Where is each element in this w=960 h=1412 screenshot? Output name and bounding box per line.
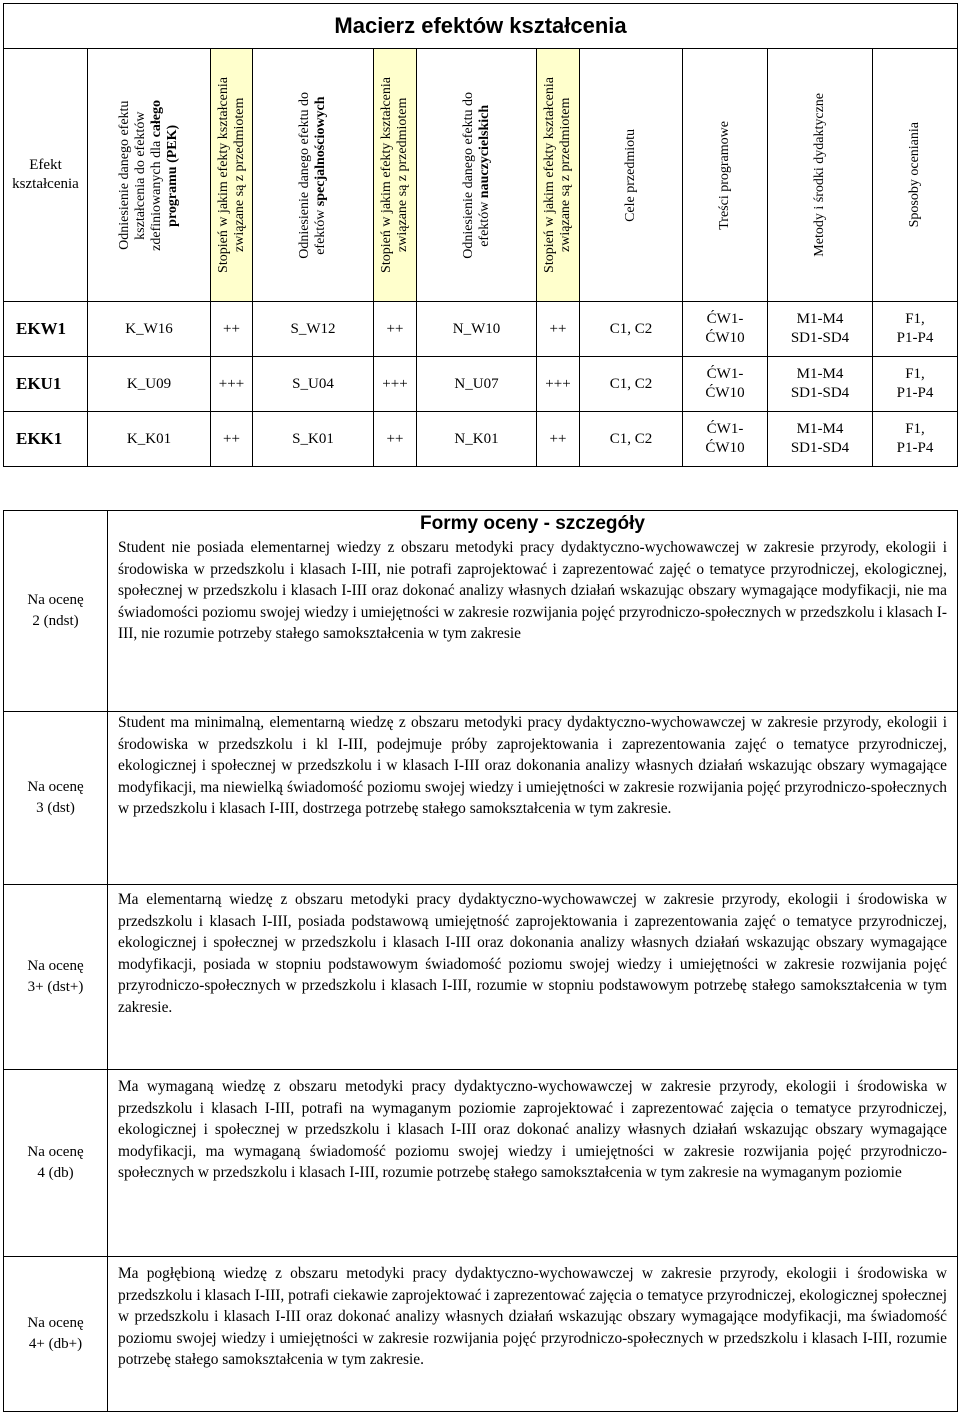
header-metody bbox=[768, 49, 873, 302]
row-metody-a: M1-M4 bbox=[796, 311, 844, 327]
row-tresci bbox=[683, 412, 768, 467]
row-tresci-a: ĆW1- bbox=[706, 311, 744, 327]
header-metody-text: Metody i środki dydaktyczne bbox=[812, 93, 827, 257]
header-stopien-2-line2: związane są z przedmiotem bbox=[395, 97, 410, 253]
header-spec-bold: specjalnościowych bbox=[313, 95, 328, 206]
header-naucz-bold: nauczycielskich bbox=[476, 104, 492, 198]
header-stopien-2-line1: Stopień w jakim efekty kształcenia bbox=[379, 77, 394, 273]
row-pek: K_U09 bbox=[88, 357, 211, 412]
row-st1: +++ bbox=[211, 357, 253, 412]
row-metody bbox=[768, 302, 873, 357]
header-spec bbox=[253, 49, 374, 302]
header-cele-text: Cele przedmiotu bbox=[623, 128, 638, 222]
grade-label-a: Na ocenę bbox=[27, 779, 84, 795]
grades-title: Formy oceny - szczegóły bbox=[108, 511, 958, 538]
row-sposoby-b: P1-P4 bbox=[896, 330, 934, 346]
row-st3: +++ bbox=[537, 357, 580, 412]
row-cele: C1, C2 bbox=[580, 412, 683, 467]
grades-table bbox=[3, 510, 958, 1412]
header-stopien-3-line2: związane są z przedmiotem bbox=[558, 97, 573, 253]
row-spec: S_U04 bbox=[253, 357, 374, 412]
row-spec: S_W12 bbox=[253, 302, 374, 357]
grade-label-b: 4 (db) bbox=[37, 1165, 74, 1181]
row-sposoby bbox=[873, 412, 958, 467]
row-sposoby bbox=[873, 302, 958, 357]
row-metody bbox=[768, 357, 873, 412]
header-efekt: Efekt kształcenia bbox=[4, 49, 88, 302]
grade-description: Ma wymaganą wiedzę z obszaru metodyki pracy dydaktyczno-wychowawczej w zakresie przyrody, ekologii i środowiska w przedszkolu i klasach I-III, potrafi na wymaganym poziomie zaprojektować i zaprezentować zajęcia o tematyce przyrodniczej, ekologicznej i społecznej w przedszkolu i klasach I-III oraz dokonać analizy własnych działań wskazując obszary wymagające modyfikacji, ma wymaganą świadomość poziomu swojej wiedzy i umiejętności w zakresie rozwijania pojęć przyrodniczo-społecznych w przedszkolu i klasach I-III, rozumie potrzebę stałego samokształcenia w tym zakresie na wymaganym poziomie bbox=[108, 1070, 958, 1257]
row-metody-b: SD1-SD4 bbox=[790, 440, 850, 456]
header-stopien-1 bbox=[211, 49, 253, 302]
grade-label-a: Na ocenę bbox=[27, 958, 84, 974]
row-code: EKW1 bbox=[4, 302, 88, 357]
row-naucz: N_K01 bbox=[417, 412, 537, 467]
header-stopien-1-line2: związane są z przedmiotem bbox=[231, 97, 247, 253]
header-pek-bold2: programu (PEK) bbox=[165, 124, 180, 227]
header-pek bbox=[88, 49, 211, 302]
header-sposoby-text: Sposoby oceniania bbox=[907, 122, 923, 228]
header-spec-line1: Odniesienie danego efektu do bbox=[297, 91, 312, 259]
row-pek: K_W16 bbox=[88, 302, 211, 357]
matrix-row bbox=[4, 302, 958, 357]
matrix-row bbox=[4, 412, 958, 467]
row-sposoby-a: F1, bbox=[905, 421, 925, 437]
grade-label-b: 2 (ndst) bbox=[32, 613, 79, 629]
matrix-header-row bbox=[4, 49, 958, 302]
header-pek-line3: zdefiniowanych dla bbox=[149, 140, 164, 251]
row-code: EKK1 bbox=[4, 412, 88, 467]
grade-label bbox=[4, 712, 108, 885]
row-cele: C1, C2 bbox=[580, 302, 683, 357]
row-pek: K_K01 bbox=[88, 412, 211, 467]
row-naucz: N_W10 bbox=[417, 302, 537, 357]
row-tresci-a: ĆW1- bbox=[706, 366, 744, 382]
header-pek-bold1: całego bbox=[149, 99, 164, 137]
row-metody-b: SD1-SD4 bbox=[790, 385, 850, 401]
row-tresci bbox=[683, 302, 768, 357]
matrix-title: Macierz efektów kształcenia bbox=[4, 4, 958, 49]
header-spec-line2: efektów bbox=[313, 209, 328, 255]
header-naucz-line1: Odniesienie danego efektu do bbox=[460, 91, 476, 259]
row-sposoby-a: F1, bbox=[905, 311, 925, 327]
row-tresci-b: ĆW10 bbox=[705, 440, 745, 456]
header-tresci-text: Treści programowe bbox=[717, 120, 732, 230]
grade-label-b: 3+ (dst+) bbox=[27, 979, 84, 995]
grade-description: Ma pogłębioną wiedzę z obszaru metodyki pracy dydaktyczno-wychowawczej w zakresie przyrody, ekologii i środowiska w przedszkolu i klasach I-III, potrafi ciekawie zaprojektować i zaprezentować zajęcia o tematyce przyrodniczej, ekologicznej społecznej w przedszkolu i klasach I-III oraz dokonać analizy własnych działań wskazując obszary wymagające modyfikacji, ma świadomość poziomu swojej wiedzy i umiejętności w zakresie rozwijania pojęć przyrodniczo-społecznych w przedszkolu i klasach I-III, rozumie potrzebę stałego samokształcenia w tym zakresie. bbox=[108, 1257, 958, 1412]
grade-label bbox=[4, 885, 108, 1070]
row-metody-a: M1-M4 bbox=[796, 366, 844, 382]
grade-label-a: Na ocenę bbox=[27, 1315, 84, 1331]
header-naucz-line2: efektów bbox=[476, 200, 492, 246]
row-st3: ++ bbox=[537, 412, 580, 467]
header-stopien-3 bbox=[537, 49, 580, 302]
row-metody bbox=[768, 412, 873, 467]
row-metody-a: M1-M4 bbox=[796, 421, 844, 437]
matrix-row bbox=[4, 357, 958, 412]
row-st3: ++ bbox=[537, 302, 580, 357]
header-naucz bbox=[417, 49, 537, 302]
row-sposoby bbox=[873, 357, 958, 412]
row-spec: S_K01 bbox=[253, 412, 374, 467]
grade-label bbox=[4, 511, 108, 712]
grade-label bbox=[4, 1070, 108, 1257]
row-tresci-b: ĆW10 bbox=[705, 385, 745, 401]
grade-label-b: 4+ (db+) bbox=[28, 1336, 83, 1352]
row-st2: ++ bbox=[374, 412, 417, 467]
row-naucz: N_U07 bbox=[417, 357, 537, 412]
row-sposoby-b: P1-P4 bbox=[896, 385, 934, 401]
header-tresci bbox=[683, 49, 768, 302]
effects-matrix bbox=[3, 3, 958, 467]
row-tresci-a: ĆW1- bbox=[706, 421, 744, 437]
header-pek-line1: Odniesienie danego efektu bbox=[117, 100, 132, 250]
header-pek-line2: kształcenia do efektów bbox=[133, 110, 148, 240]
row-code: EKU1 bbox=[4, 357, 88, 412]
row-sposoby-a: F1, bbox=[905, 366, 925, 382]
header-stopien-2 bbox=[374, 49, 417, 302]
row-tresci-b: ĆW10 bbox=[705, 330, 745, 346]
grade-description: Student nie posiada elementarnej wiedzy z obszaru metodyki pracy dydaktyczno-wychowawczej w zakresie przyrody, ekologii i środowiska w przedszkolu i klasach I-III, nie potrafi zaprojektować i zaprezentować zajęć o tematyce przyrodniczej, ekologicznej, społecznej w przedszkolu i klasach I-III oraz dokonać analizy własnych działań wskazując obszary wymagające modyfikacji, nie ma świadomości poziomu swojej wiedzy i umiejętności w zakresie rozwijania pojęć przyrodniczo-społecznych w przedszkolu i klasach I-III, nie rozumie potrzeby stałego samokształcenia w tym zakresie bbox=[108, 537, 958, 712]
row-st1: ++ bbox=[211, 412, 253, 467]
row-cele: C1, C2 bbox=[580, 357, 683, 412]
grade-label-b: 3 (dst) bbox=[36, 800, 75, 816]
header-stopien-1-line1: Stopień w jakim efekty kształcenia bbox=[215, 77, 231, 273]
row-st2: +++ bbox=[374, 357, 417, 412]
header-cele bbox=[580, 49, 683, 302]
header-sposoby bbox=[873, 49, 958, 302]
row-metody-b: SD1-SD4 bbox=[790, 330, 850, 346]
row-tresci bbox=[683, 357, 768, 412]
header-stopien-3-line1: Stopień w jakim efekty kształcenia bbox=[542, 77, 557, 273]
row-sposoby-b: P1-P4 bbox=[896, 440, 934, 456]
row-st2: ++ bbox=[374, 302, 417, 357]
grade-label bbox=[4, 1257, 108, 1412]
grade-label-a: Na ocenę bbox=[27, 592, 84, 608]
grade-label-a: Na ocenę bbox=[27, 1144, 84, 1160]
grade-description: Student ma minimalną, elementarną wiedzę z obszaru metodyki pracy dydaktyczno-wychowawczej w zakresie przyrody, ekologii i środowiska w przedszkolu i kl I-III, podejmuje próby zaprojektowania i zaprezentowania zajęć o tematyce przyrodniczej, ekologicznej i społecznej w przedszkolu i w klasach I-III oraz dokonania analizy własnych działań wskazując obszary wymagające modyfikacji, ma niewielką świadomość poziomu swojej wiedzy i umiejętności w zakresie rozwijania pojęć przyrodniczo-społecznych w przedszkolu i klasach I-III, dostrzega potrzebę stałego samokształcenia w tym zakresie. bbox=[108, 712, 958, 885]
grade-description: Ma elementarną wiedzę z obszaru metodyki pracy dydaktyczno-wychowawczej w zakresie przyrody, ekologii i środowiska w przedszkolu i klasach I-III, posiada podstawową umiejętność zaprojektowania i zaprezentowania zajęć o tematyce przyrodniczej, ekologicznej i społecznej w przedszkolu i klasach I-III oraz dokonania analizy własnych działań wskazując obszary wymagające modyfikacji, posiada w stopniu podstawowym świadomość poziomu swojej wiedzy i umiejętności w zakresie rozwijania pojęć przyrodniczo-społecznych w przedszkolu i klasach I-III, rozumie w stopniu podstawowym potrzebę stałego samokształcenia w tym zakresie. bbox=[108, 885, 958, 1070]
row-st1: ++ bbox=[211, 302, 253, 357]
